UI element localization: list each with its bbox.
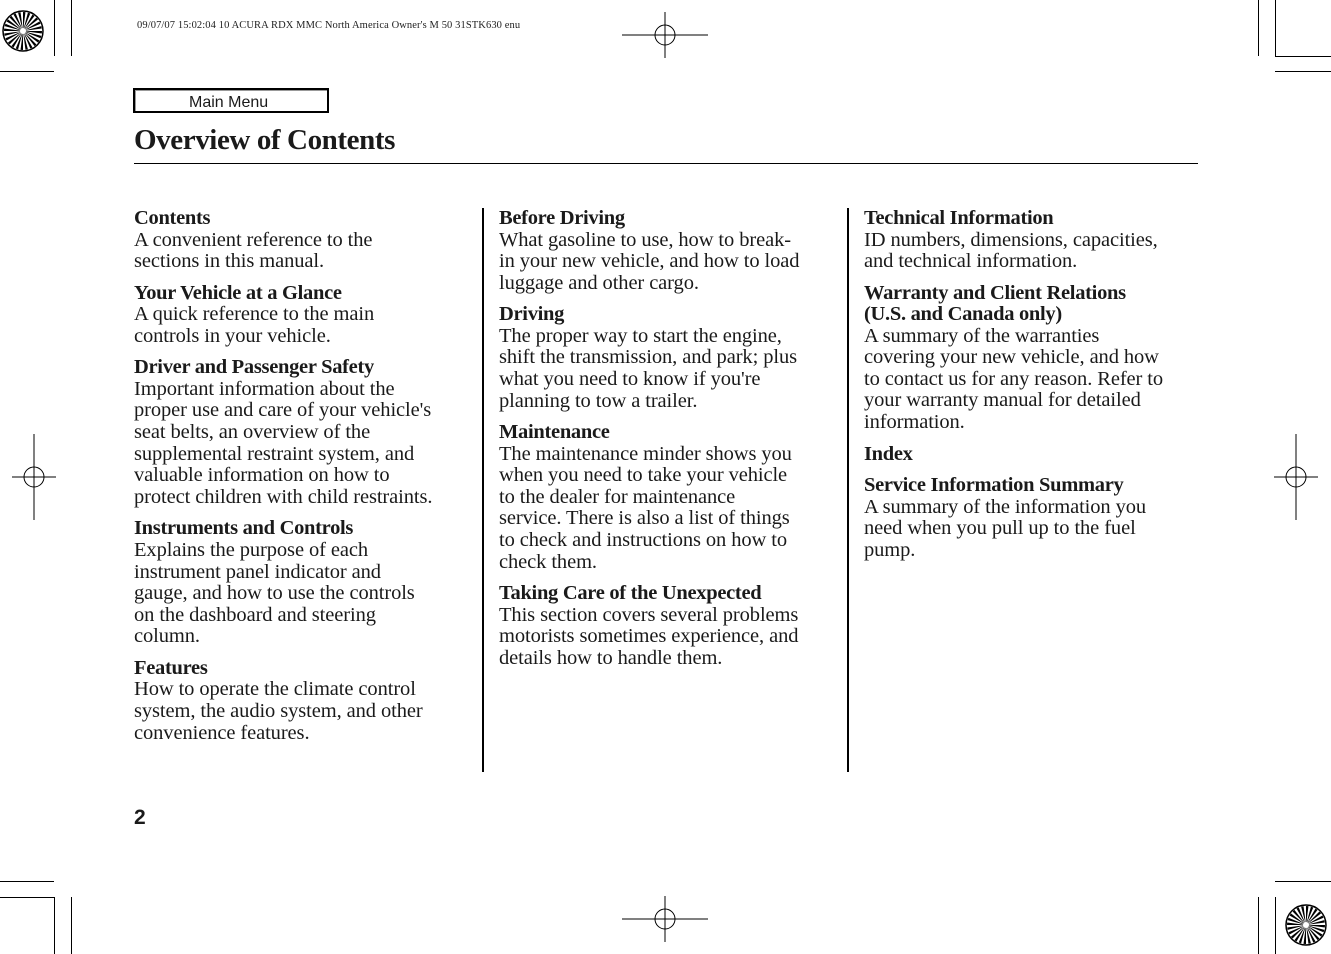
entry-description: The proper way to start the engine, shift the transmission, and park; plus what you need to know if you're planning to tow a trailer. — [499, 324, 797, 412]
crop-mark — [0, 897, 54, 898]
crop-mark — [0, 71, 54, 72]
toc-entry-maintenance[interactable] — [499, 422, 839, 573]
crop-mark — [0, 881, 54, 882]
crop-mark — [1258, 897, 1259, 954]
crop-mark — [1258, 0, 1259, 56]
crop-mark — [54, 0, 55, 56]
entry-description: ID numbers, dimensions, capacities, and technical information. — [864, 228, 1158, 273]
entry-heading[interactable]: Driving — [499, 303, 565, 326]
crop-mark — [71, 0, 72, 56]
starburst-target-icon — [1285, 904, 1327, 946]
crosshair-registration-icon — [12, 434, 56, 520]
entry-heading[interactable]: Maintenance — [499, 421, 610, 444]
crop-mark — [1275, 881, 1331, 882]
contents-column-3 — [864, 208, 1204, 571]
entry-heading[interactable]: Instruments and Controls — [134, 517, 354, 540]
entry-heading[interactable]: Taking Care of the Unexpected — [499, 582, 762, 605]
entry-description: What gasoline to use, how to break- in your new vehicle, and how to load luggage and other cargo. — [499, 228, 800, 294]
toc-entry-driving[interactable] — [499, 304, 839, 412]
entry-heading[interactable]: Your Vehicle at a Glance — [134, 281, 342, 304]
crop-mark — [1275, 897, 1276, 954]
entry-description: The maintenance minder shows you when you need to take your vehicle to the dealer for maintenance service. There is also a list of things to check and instructions on how to check them. — [499, 442, 792, 573]
crop-mark — [1275, 71, 1331, 72]
entry-description: A quick reference to the main controls in your vehicle. — [134, 303, 375, 347]
entry-heading[interactable]: Contents — [134, 207, 211, 229]
crop-mark — [1275, 0, 1276, 56]
contents-column-2 — [499, 208, 839, 680]
entry-description: This section covers several problems motorists sometimes experience, and details how to handle them. — [499, 603, 799, 669]
entry-heading[interactable]: Before Driving — [499, 207, 625, 229]
entry-description: How to operate the climate control system, the audio system, and other convenience features. — [134, 678, 423, 744]
page-title: Overview of Contents — [134, 124, 396, 156]
entry-heading[interactable]: Features — [134, 656, 208, 679]
toc-entry-before-driving[interactable] — [499, 208, 839, 294]
crop-mark — [71, 897, 72, 954]
entry-heading[interactable]: Service Information Summary — [864, 474, 1124, 497]
toc-entry-warranty[interactable] — [864, 283, 1204, 434]
entry-heading[interactable]: Warranty and Client Relations (U.S. and Canada only) — [864, 281, 1126, 326]
toc-entry-technical-information[interactable] — [864, 208, 1204, 273]
title-rule — [134, 163, 1198, 164]
toc-entry-instruments-controls[interactable] — [134, 518, 474, 647]
entry-heading[interactable]: Driver and Passenger Safety — [134, 356, 374, 379]
toc-entry-safety[interactable] — [134, 357, 474, 508]
entry-heading[interactable]: Index — [864, 442, 913, 465]
entry-description: Important information about the proper use and care of your vehicle's seat belts, an overview of the supplemental restraint system, and valuable information on how to protect children with child restraints. — [134, 377, 433, 508]
toc-entry-features[interactable] — [134, 658, 474, 744]
toc-entry-service-information[interactable] — [864, 475, 1204, 561]
crosshair-registration-icon — [1274, 434, 1318, 520]
crosshair-registration-icon — [622, 896, 708, 942]
entry-heading[interactable]: Technical Information — [864, 207, 1054, 229]
contents-column-1 — [134, 208, 474, 754]
column-divider — [482, 208, 484, 772]
column-divider — [847, 208, 849, 772]
entry-description: A convenient reference to the sections in this manual. — [134, 228, 373, 273]
print-slug: 09/07/07 15:02:04 10 ACURA RDX MMC North America Owner's M 50 31STK630 enu — [137, 20, 521, 31]
page-number: 2 — [134, 806, 146, 829]
crop-mark — [1275, 56, 1331, 57]
entry-description: A summary of the warranties covering your new vehicle, and how to contact us for any reason. Refer to your warranty manual for detailed information. — [864, 324, 1164, 434]
starburst-target-icon — [2, 10, 44, 52]
main-menu-button[interactable]: Main Menu — [133, 88, 329, 113]
toc-entry-unexpected[interactable] — [499, 583, 839, 669]
toc-entry-vehicle-at-a-glance[interactable] — [134, 283, 474, 348]
crosshair-registration-icon — [622, 12, 708, 58]
entry-description: A summary of the information you need when you pull up to the fuel pump. — [864, 495, 1147, 561]
toc-entry-index[interactable] — [864, 444, 1204, 466]
toc-entry-contents[interactable] — [134, 208, 474, 273]
crop-mark — [54, 897, 55, 954]
entry-description: Explains the purpose of each instrument panel indicator and gauge, and how to use the controls on the dashboard and steering column. — [134, 538, 415, 648]
